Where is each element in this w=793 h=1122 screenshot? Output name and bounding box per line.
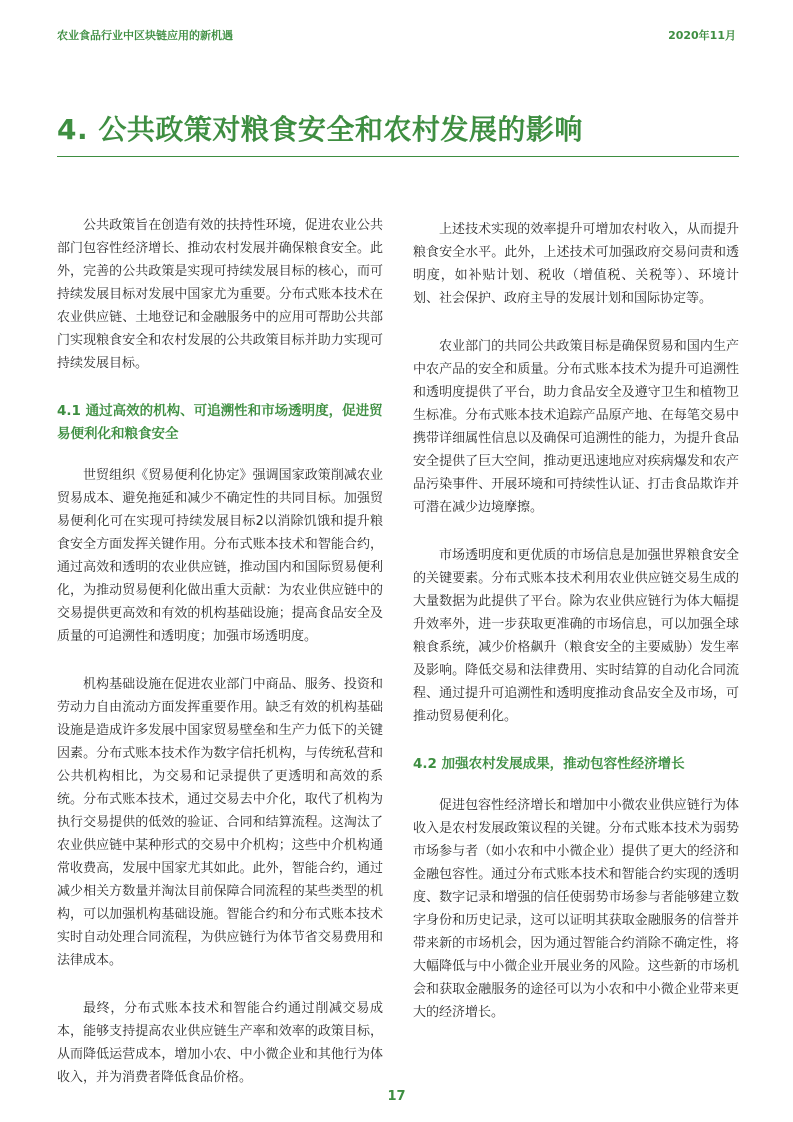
running-header-date: 2020年11月	[668, 29, 736, 42]
paragraph-trade-facilitation: 世贸组织《贸易便利化协定》强调国家政策削减农业贸易成本、避免拖延和减少不确定性的共同目标。加强贸易便利化可在实现可持续发展目标2以消除饥饿和提升粮食安全方面发挥关键作用。分布式账本技术和智能合约，通过高效和透明的农业供应链，推动国内和国际贸易便利化，为推动贸易便利化做出重大贡献：为农业供应链中的交易提供更高效和有效的机构基础设施；提高食品安全及质量的可追溯性和透明度；加强市场透明度。	[57, 468, 383, 644]
subsection-heading-4-1: 4.1 通过高效的机构、可追溯性和市场透明度，促进贸易便利化和粮食安全	[57, 403, 383, 442]
right-column	[413, 218, 739, 1049]
paragraph-transaction-costs: 最终，分布式账本技术和智能合约通过削减交易成本，能够支持提高农业供应链生产率和效率的政策目标，从而降低运营成本，增加小农、中小微企业和其他行为体收入，并为消费者降低食品价格。	[57, 1001, 383, 1085]
intro-paragraph: 公共政策旨在创造有效的扶持性环境，促进农业公共部门包容性经济增长、推动农村发展并确保粮食安全。此外，完善的公共政策是实现可持续发展目标的核心，而可持续发展目标对发展中国家尤为重要。分布式账本技术在农业供应链、土地登记和金融服务中的应用可帮助公共部门实现粮食安全和农村发展的公共政策目标并助力实现可持续发展目标。	[57, 218, 383, 371]
page-number: 17	[387, 1089, 406, 1104]
running-header-title: 农业食品行业中区块链应用的新机遇	[57, 29, 233, 42]
paragraph-institutional-infrastructure: 机构基础设施在促进农业部门中商品、服务、投资和劳动力自由流动方面发挥重要作用。缺乏有效的机构基础设施是造成许多发展中国家贸易壁垒和生产力低下的关键因素。分布式账本技术作为数字信托机构，与传统私营和公共机构相比，为交易和记录提供了更透明和高效的系统。分布式账本技术，通过交易去中介化，取代了机构为执行交易提供的低效的验证、合同和结算流程。这淘汰了农业供应链中某种形式的交易中介机构；这些中介机构通常收费高，发展中国家尤其如此。此外，智能合约，通过减少相关方数量并淘汰目前保障合同流程的某些类型的机构，可以加强机构基础设施。智能合约和分布式账本技术实时自动处理合同流程，为供应链行为体节省交易费用和法律成本。	[57, 677, 383, 968]
left-column	[57, 214, 383, 1114]
paragraph-rural-income: 上述技术实现的效率提升可增加农村收入，从而提升粮食安全水平。此外，上述技术可加强政府交易问责和透明度，如补贴计划、税收（增值税、关税等）、环境计划、社会保护、政府主导的发展计划和国际协定等。	[413, 222, 739, 306]
subsection-heading-4-2: 4.2 加强农村发展成果，推动包容性经济增长	[413, 756, 685, 772]
paragraph-food-safety: 农业部门的共同公共政策目标是确保贸易和国内生产中农产品的安全和质量。分布式账本技术为提升可追溯性和透明度提供了平台，助力食品安全及遵守卫生和植物卫生标准。分布式账本技术追踪产品原产地、在每笔交易中携带详细属性信息以及确保可追溯性的能力，为提升食品安全提供了巨大空间，推动更迅速地应对疾病爆发和农产品污染事件、开展环境和可持续性认证、打击食品欺诈并可潜在减少边境摩擦。	[413, 339, 739, 515]
paragraph-market-transparency: 市场透明度和更优质的市场信息是加强世界粮食安全的关键要素。分布式账本技术利用农业供应链交易生成的大量数据为此提供了平台。除为农业供应链行为体大幅提升效率外，进一步获取更准确的市场信息，可以加强全球粮食系统，减少价格飙升（粮食安全的主要威胁）发生率及影响。降低交易和法律费用、实时结算的自动化合同流程、通过提升可追溯性和透明度推动食品安全及市场，可推动贸易便利化。	[413, 548, 739, 724]
section-title: 4. 公共政策对粮食安全和农村发展的影响	[57, 113, 583, 146]
paragraph-inclusive-growth: 促进包容性经济增长和增加中小微农业供应链行为体收入是农村发展政策议程的关键。分布式账本技术为弱势市场参与者（如小农和中小微企业）提供了更大的经济和金融包容性。通过分布式账本技术和智能合约实现的透明度、数字记录和增强的信任使弱势市场参与者能够建立数字身份和历史记录，这可以证明其获取金融服务的信誉并带来新的市场机会，因为通过智能合约消除不确定性，将大幅降低与中小微企业开展业务的风险。这些新的市场机会和获取金融服务的途径可以为小农和中小微企业带来更大的经济增长。	[413, 798, 739, 1020]
title-divider	[57, 156, 739, 157]
